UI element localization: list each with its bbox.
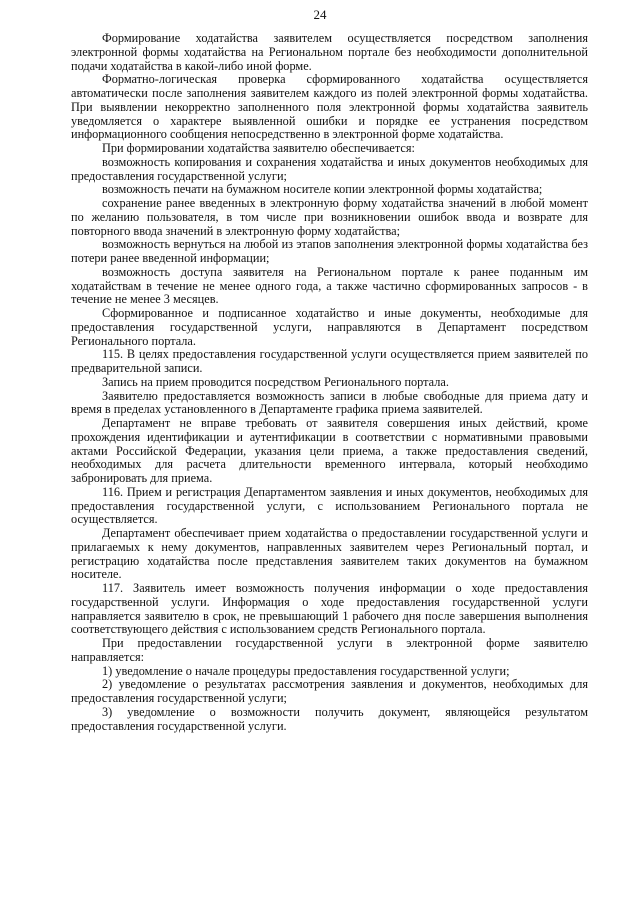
paragraph-format-check: Форматно-логическая проверка сформированного ходатайства осуществляется автоматически после заполнения заявителем каждого из полей электронной формы ходатайства. При выявлении некорректно заполненного поля электронной формы ходатайства заявитель уведомляется о характере выявленной ошибки и порядке ее устранения посредством информационного сообщения непосредственно в электронной форме ходатайства. [71, 72, 588, 142]
paragraph-notification-1: 1) уведомление о начале процедуры предоставления государственной услуги; [102, 663, 510, 678]
paragraph-access-history: возможность доступа заявителя на Региональном портале к ранее поданным им ходатайствам в течение не менее одного года, а также частично сформированных запросов - в течение не менее 3 месяцев. [71, 264, 588, 307]
paragraph-notification-3: 3) уведомление о возможности получить документ, являющейся результатом предоставления государственной услуги. [71, 704, 588, 733]
paragraph-item-117: 117. Заявитель имеет возможность получения информации о ходе предоставления государственной услуги. Информация о ходе предоставления государственной услуги направляется заявителю в срок, не превышающий 1 рабочего дня после завершения выполнения соответствующего действия с использованием средств Регионального портала. [71, 581, 588, 637]
paragraph-notifications-intro: При предоставлении государственной услуги в электронной форме заявителю направляется: [71, 636, 588, 664]
paragraph-item-115: 115. В целях предоставления государственной услуги осуществляется прием заявителей по предварительной записи. [71, 347, 588, 375]
paragraph-save-values: сохранение ранее введенных в электронную форму ходатайства значений в любой момент по желанию пользователя, в том числе при возникновении ошибок ввода и возврате для повторного ввода значений в электронную форму ходатайства; [71, 196, 588, 238]
document-body [71, 32, 588, 733]
paragraph-item-116: 116. Прием и регистрация Департаментом заявления и иных документов, необходимых для предоставления государственной услуги, с использованием Регионального портала не осуществляется. [71, 484, 588, 527]
paragraph-department-reception: Департамент обеспечивает прием ходатайства о предоставлении государственной услуги и прилагаемых к нему документов, направленных заявителем через Региональный портал, и регистрацию ходатайства после представления заявителем таких документов на бумажном носителе. [71, 526, 588, 582]
paragraph-free-slots: Заявителю предоставляется возможность записи в любые свободные для приема дату и время в пределах установленного в Департаменте графика приема заявителей. [71, 388, 588, 417]
paragraph-return-step: возможность вернуться на любой из этапов заполнения электронной формы ходатайства без потери ранее введенной информации; [71, 237, 588, 265]
paragraph-provisions-intro: При формировании ходатайства заявителю обеспечивается: [102, 141, 415, 155]
paragraph-notification-2: 2) уведомление о результатах рассмотрения заявления и документов, необходимых для предоставления государственной услуги; [71, 677, 588, 705]
paragraph-department-restrictions: Департамент не вправе требовать от заявителя совершения иных действий, кроме прохождения идентификации и аутентификации в соответствии с нормативными правовыми актами Российской Федерации, указания цели приема, а также предоставления сведений, необходимых для расчета длительности временного интервала, который необходимо забронировать для приема. [71, 416, 588, 485]
page-number: 24 [313, 7, 327, 22]
paragraph-copy-save: возможность копирования и сохранения ходатайства и иных документов необходимых для предоставления государственной услуги; [71, 154, 588, 183]
paragraph-print: возможность печати на бумажном носителе копии электронной формы ходатайства; [102, 182, 543, 197]
paragraph-appointment: Запись на прием проводится посредством Регионального портала. [102, 374, 449, 389]
paragraph-form-filling: Формирование ходатайства заявителем осуществляется посредством заполнения электронной формы ходатайства на Региональном портале без необходимости дополнительной подачи ходатайства в какой-либо иной форме. [71, 31, 588, 73]
paragraph-submission: Сформированное и подписанное ходатайство и иные документы, необходимые для предоставления государственной услуги, направляются в Департамент посредством Регионального портала. [71, 306, 588, 348]
